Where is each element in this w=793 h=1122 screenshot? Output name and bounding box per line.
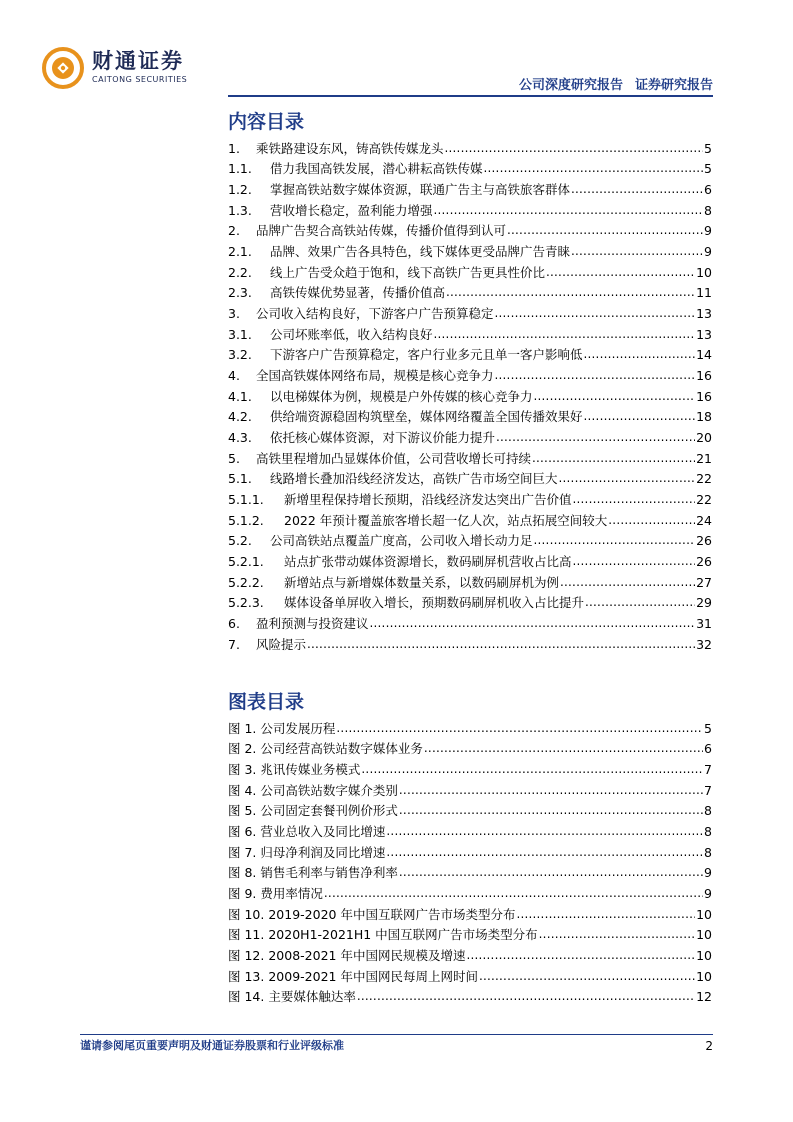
toc-entry-title: 公司高铁站点覆盖广度高，公司收入增长动力足 (270, 533, 533, 549)
dot-leader (386, 824, 703, 839)
toc-entry-page: 22 (696, 492, 712, 508)
report-type-secondary: 证券研究报告 (634, 78, 713, 93)
dot-leader (434, 203, 704, 218)
figure-entry-page: 8 (704, 803, 712, 819)
brand-name-en: CAITONG SECURITIES (92, 75, 188, 84)
figure-entry[interactable] (228, 839, 712, 860)
dot-leader (386, 845, 703, 860)
toc-entry-page: 13 (696, 326, 712, 342)
dot-leader (399, 803, 703, 818)
figure-entry-label: 图 3. (228, 762, 257, 778)
figure-entry[interactable] (228, 922, 712, 943)
toc-entry-title: 2022 年预计覆盖旅客增长超一亿人次，站点拓展空间较大 (284, 512, 608, 528)
toc-entry[interactable] (228, 590, 712, 611)
figure-entry-label: 图 5. (228, 803, 257, 819)
figure-entry-page: 9 (704, 865, 712, 881)
dot-leader (357, 989, 695, 1004)
figure-entry-title: 公司固定套餐刊例价形式 (260, 803, 398, 819)
figure-entry-title: 公司发展历程 (260, 720, 336, 736)
toc-entry-number: 5.1.2. (228, 512, 264, 528)
figure-entry-page: 10 (696, 948, 712, 964)
dot-leader (496, 430, 695, 445)
toc-entry[interactable] (228, 176, 712, 197)
figure-entry-label: 图 4. (228, 782, 257, 798)
toc-entry-page: 29 (696, 595, 712, 611)
toc-entry-title: 线上广告受众趋于饱和，线下高铁广告更具性价比 (270, 264, 546, 280)
toc-entry-number: 2. (228, 223, 240, 239)
dot-leader (507, 223, 703, 238)
toc-entry-title: 盈利预测与投资建议 (256, 616, 369, 632)
toc-entry-number: 2.1. (228, 244, 252, 260)
figure-entry[interactable] (228, 901, 712, 922)
toc-entry-number: 2.2. (228, 264, 252, 280)
toc-entry-page: 27 (696, 574, 712, 590)
dot-leader (336, 721, 703, 736)
toc-entry-number: 3. (228, 306, 240, 322)
figure-entry[interactable] (228, 736, 712, 757)
figures-title: 图表目录 (228, 691, 305, 713)
toc-entry[interactable] (228, 507, 712, 528)
figure-entry[interactable] (228, 798, 712, 819)
toc-entry-page: 16 (696, 388, 712, 404)
figure-entry-label: 图 12. (228, 948, 265, 964)
toc-entry[interactable] (228, 466, 712, 487)
toc-entry-page: 10 (696, 264, 712, 280)
figure-entry[interactable] (228, 777, 712, 798)
toc-entry-page: 13 (696, 306, 712, 322)
toc-entry-title: 借力我国高铁发展，潜心耕耘高铁传媒 (270, 161, 483, 177)
toc-entry-page: 24 (696, 512, 712, 528)
toc-entry-title: 掌握高铁站数字媒体资源，联通广告主与高铁旅客群体 (270, 182, 571, 198)
figure-entry-label: 图 7. (228, 844, 257, 860)
figure-entry-title: 公司经营高铁站数字媒体业务 (260, 741, 423, 757)
dot-leader (479, 969, 695, 984)
toc-entry-number: 7. (228, 636, 240, 652)
figure-entry-title: 2008-2021 年中国网民规模及增速 (268, 948, 466, 964)
toc-entry-title: 高铁里程增加凸显媒体价值，公司营收增长可持续 (256, 450, 532, 466)
toc-entry[interactable] (228, 404, 712, 425)
figure-entry-page: 7 (704, 782, 712, 798)
toc-entry-page: 18 (696, 409, 712, 425)
toc-entry-title: 媒体设备单屏收入增长，预期数码刷屏机收入占比提升 (284, 595, 585, 611)
dot-leader (534, 389, 696, 404)
figure-entry[interactable] (228, 984, 712, 1005)
figure-entry[interactable] (228, 963, 712, 984)
toc-entry-number: 5.2.2. (228, 574, 264, 590)
dot-leader (546, 265, 695, 280)
dot-leader (434, 327, 696, 342)
toc-entry-page: 6 (704, 182, 712, 198)
toc-title: 内容目录 (228, 111, 305, 133)
dot-leader (484, 161, 704, 176)
figure-entry[interactable] (228, 860, 712, 881)
toc-entry-page: 26 (696, 554, 712, 570)
dot-leader (539, 927, 695, 942)
report-type-primary: 公司深度研究报告 (518, 78, 623, 93)
toc-entry[interactable] (228, 486, 712, 507)
toc-entry[interactable] (228, 259, 712, 280)
toc-entry-title: 依托核心媒体资源，对下游议价能力提升 (270, 430, 496, 446)
toc-entry-number: 4. (228, 368, 240, 384)
toc-entry-page: 8 (704, 202, 712, 218)
footer-divider (80, 1034, 713, 1035)
toc-entry[interactable] (228, 238, 712, 259)
figure-entry[interactable] (228, 880, 712, 901)
toc-entry-title: 公司收入结构良好，下游客户广告预算稳定 (256, 306, 494, 322)
figure-entry-page: 10 (696, 927, 712, 943)
toc-entry-page: 32 (696, 636, 712, 652)
header-divider (228, 95, 713, 97)
toc-entry-page: 11 (696, 285, 712, 301)
toc-entry[interactable] (228, 362, 712, 383)
toc-entry[interactable] (228, 445, 712, 466)
figure-entry-label: 图 14. (228, 989, 265, 1005)
figure-entry-label: 图 6. (228, 824, 257, 840)
figure-entry-label: 图 8. (228, 865, 257, 881)
dot-leader (584, 409, 696, 424)
toc-entry[interactable] (228, 528, 712, 549)
toc-entry-page: 9 (704, 244, 712, 260)
toc-entry[interactable] (228, 548, 712, 569)
dot-leader (466, 948, 695, 963)
figure-entry-page: 10 (696, 906, 712, 922)
toc-entry[interactable] (228, 610, 712, 631)
dot-leader (324, 886, 703, 901)
toc-entry[interactable] (228, 135, 712, 156)
toc-entry-number: 5.1. (228, 471, 252, 487)
toc-entry[interactable] (228, 300, 712, 321)
figure-entry-label: 图 1. (228, 720, 257, 736)
toc-entry-number: 4.2. (228, 409, 252, 425)
report-type (519, 78, 713, 94)
figure-entry-title: 营业总收入及同比增速 (260, 824, 386, 840)
toc-entry-title: 营收增长稳定，盈利能力增强 (270, 202, 433, 218)
dot-leader (571, 182, 703, 197)
toc-entry[interactable] (228, 280, 712, 301)
toc-entry-title: 乘铁路建设东风，铸高铁传媒龙头 (256, 140, 444, 156)
toc-entry-page: 26 (696, 533, 712, 549)
toc-entry-title: 新增站点与新增媒体数量关系，以数码刷屏机为例 (284, 574, 560, 590)
footer-disclaimer-link[interactable]: 谨请参阅尾页重要声明及财通证券股票和行业评级标准 (80, 1039, 344, 1052)
toc-entry-number: 1.1. (228, 161, 252, 177)
toc-entry-number: 4.1. (228, 388, 252, 404)
toc-entry[interactable] (228, 218, 712, 239)
figure-entry-title: 费用率情况 (260, 886, 323, 902)
toc-entry-number: 5.2.1. (228, 554, 264, 570)
toc-entry-page: 16 (696, 368, 712, 384)
figure-entry-label: 图 13. (228, 968, 265, 984)
dot-leader (370, 616, 696, 631)
toc-entry-title: 下游客户广告预算稳定，客户行业多元且单一客户影响低 (270, 347, 583, 363)
figure-entry-title: 归母净利润及同比增速 (260, 844, 386, 860)
dot-leader (361, 762, 703, 777)
toc-entry-number: 5.2. (228, 533, 252, 549)
dot-leader (399, 783, 703, 798)
figure-entry-title: 主要媒体触达率 (268, 989, 356, 1005)
toc-entry-number: 1.2. (228, 182, 252, 198)
toc-entry-number: 3.1. (228, 326, 252, 342)
toc-entry-page: 9 (704, 223, 712, 239)
toc-entry-number: 5.1.1. (228, 492, 264, 508)
toc-entry-title: 风险提示 (256, 636, 307, 652)
dot-leader (495, 306, 696, 321)
toc-entry-number: 5. (228, 450, 240, 466)
toc-entry-number: 2.3. (228, 285, 252, 301)
figure-entry-label: 图 9. (228, 886, 257, 902)
toc-entry[interactable] (228, 342, 712, 363)
dot-leader (446, 285, 695, 300)
dot-leader (559, 471, 696, 486)
toc-entry-title: 供给端资源稳固构筑壁垒，媒体网络覆盖全国传播效果好 (270, 409, 583, 425)
figure-entry-page: 9 (704, 886, 712, 902)
figure-entry-title: 销售毛利率与销售净利率 (260, 865, 398, 881)
toc-entry-title: 以电梯媒体为例，规模是户外传媒的核心竞争力 (270, 388, 533, 404)
caitong-logo-icon (42, 47, 84, 89)
toc-entry-title: 线路增长叠加沿线经济发达，高铁广告市场空间巨大 (270, 471, 558, 487)
toc-entry[interactable] (228, 383, 712, 404)
figure-entry[interactable] (228, 756, 712, 777)
dot-leader (516, 907, 695, 922)
figure-entry-title: 兆讯传媒业务模式 (260, 762, 361, 778)
figure-entry-title: 2020H1-2021H1 中国互联网广告市场类型分布 (268, 927, 538, 943)
figure-entry-page: 10 (696, 968, 712, 984)
toc-entry-title: 站点扩张带动媒体资源增长，数码刷屏机营收占比高 (284, 554, 572, 570)
toc-entry-page: 22 (696, 471, 712, 487)
dot-leader (534, 533, 696, 548)
figure-entry[interactable] (228, 942, 712, 963)
figure-entry-page: 12 (696, 989, 712, 1005)
dot-leader (584, 347, 696, 362)
toc-entry-number: 1. (228, 140, 240, 156)
toc-entry-number: 3.2. (228, 347, 252, 363)
toc-entry-page: 31 (696, 616, 712, 632)
toc-entry[interactable] (228, 156, 712, 177)
toc-list (228, 135, 712, 652)
figure-entry-title: 公司高铁站数字媒介类别 (260, 782, 398, 798)
toc-entry-page: 21 (696, 450, 712, 466)
page-number: 2 (705, 1039, 713, 1053)
figure-entry-page: 5 (704, 720, 712, 736)
dot-leader (571, 244, 703, 259)
dot-leader (560, 575, 695, 590)
figure-entry-label: 图 11. (228, 927, 265, 943)
toc-entry-title: 全国高铁媒体网络布局，规模是核心竞争力 (256, 368, 494, 384)
toc-entry-page: 5 (704, 140, 712, 156)
toc-entry-number: 6. (228, 616, 240, 632)
dot-leader (445, 141, 704, 156)
figure-entry-page: 8 (704, 844, 712, 860)
toc-entry-page: 14 (696, 347, 712, 363)
toc-entry-title: 品牌、效果广告各具特色，线下媒体更受品牌广告青睐 (270, 244, 571, 260)
figures-list (228, 715, 712, 1004)
figure-entry[interactable] (228, 818, 712, 839)
figure-entry-page: 7 (704, 762, 712, 778)
dot-leader (399, 865, 703, 880)
toc-entry[interactable] (228, 424, 712, 445)
toc-entry-title: 高铁传媒优势显著，传播价值高 (270, 285, 446, 301)
toc-entry[interactable] (228, 569, 712, 590)
figure-entry-page: 6 (704, 741, 712, 757)
toc-entry-title: 品牌广告契合高铁站传媒，传播价值得到认可 (256, 223, 507, 239)
dot-leader (495, 368, 696, 383)
figure-entry-page: 8 (704, 824, 712, 840)
dot-leader (424, 741, 703, 756)
figure-entry-title: 2019-2020 年中国互联网广告市场类型分布 (268, 906, 516, 922)
toc-entry-page: 5 (704, 161, 712, 177)
toc-entry[interactable] (228, 197, 712, 218)
dot-leader (532, 451, 695, 466)
figure-entry-title: 2009-2021 年中国网民每周上网时间 (268, 968, 478, 984)
toc-entry[interactable] (228, 321, 712, 342)
figure-entry-label: 图 10. (228, 906, 265, 922)
toc-entry-number: 5.2.3. (228, 595, 264, 611)
dot-leader (573, 554, 696, 569)
toc-entry-title: 新增里程保持增长预期，沿线经济发达突出广告价值 (284, 492, 572, 508)
dot-leader (608, 513, 695, 528)
toc-entry[interactable] (228, 631, 712, 652)
toc-entry-page: 20 (696, 430, 712, 446)
toc-entry-number: 1.3. (228, 202, 252, 218)
figure-entry[interactable] (228, 715, 712, 736)
toc-entry-title: 公司坏账率低，收入结构良好 (270, 326, 433, 342)
dot-leader (573, 492, 696, 507)
dot-leader (307, 637, 695, 652)
dot-leader (585, 595, 695, 610)
brand-name-cn: 财通证券 (92, 49, 184, 73)
figure-entry-label: 图 2. (228, 741, 257, 757)
toc-entry-number: 4.3. (228, 430, 252, 446)
